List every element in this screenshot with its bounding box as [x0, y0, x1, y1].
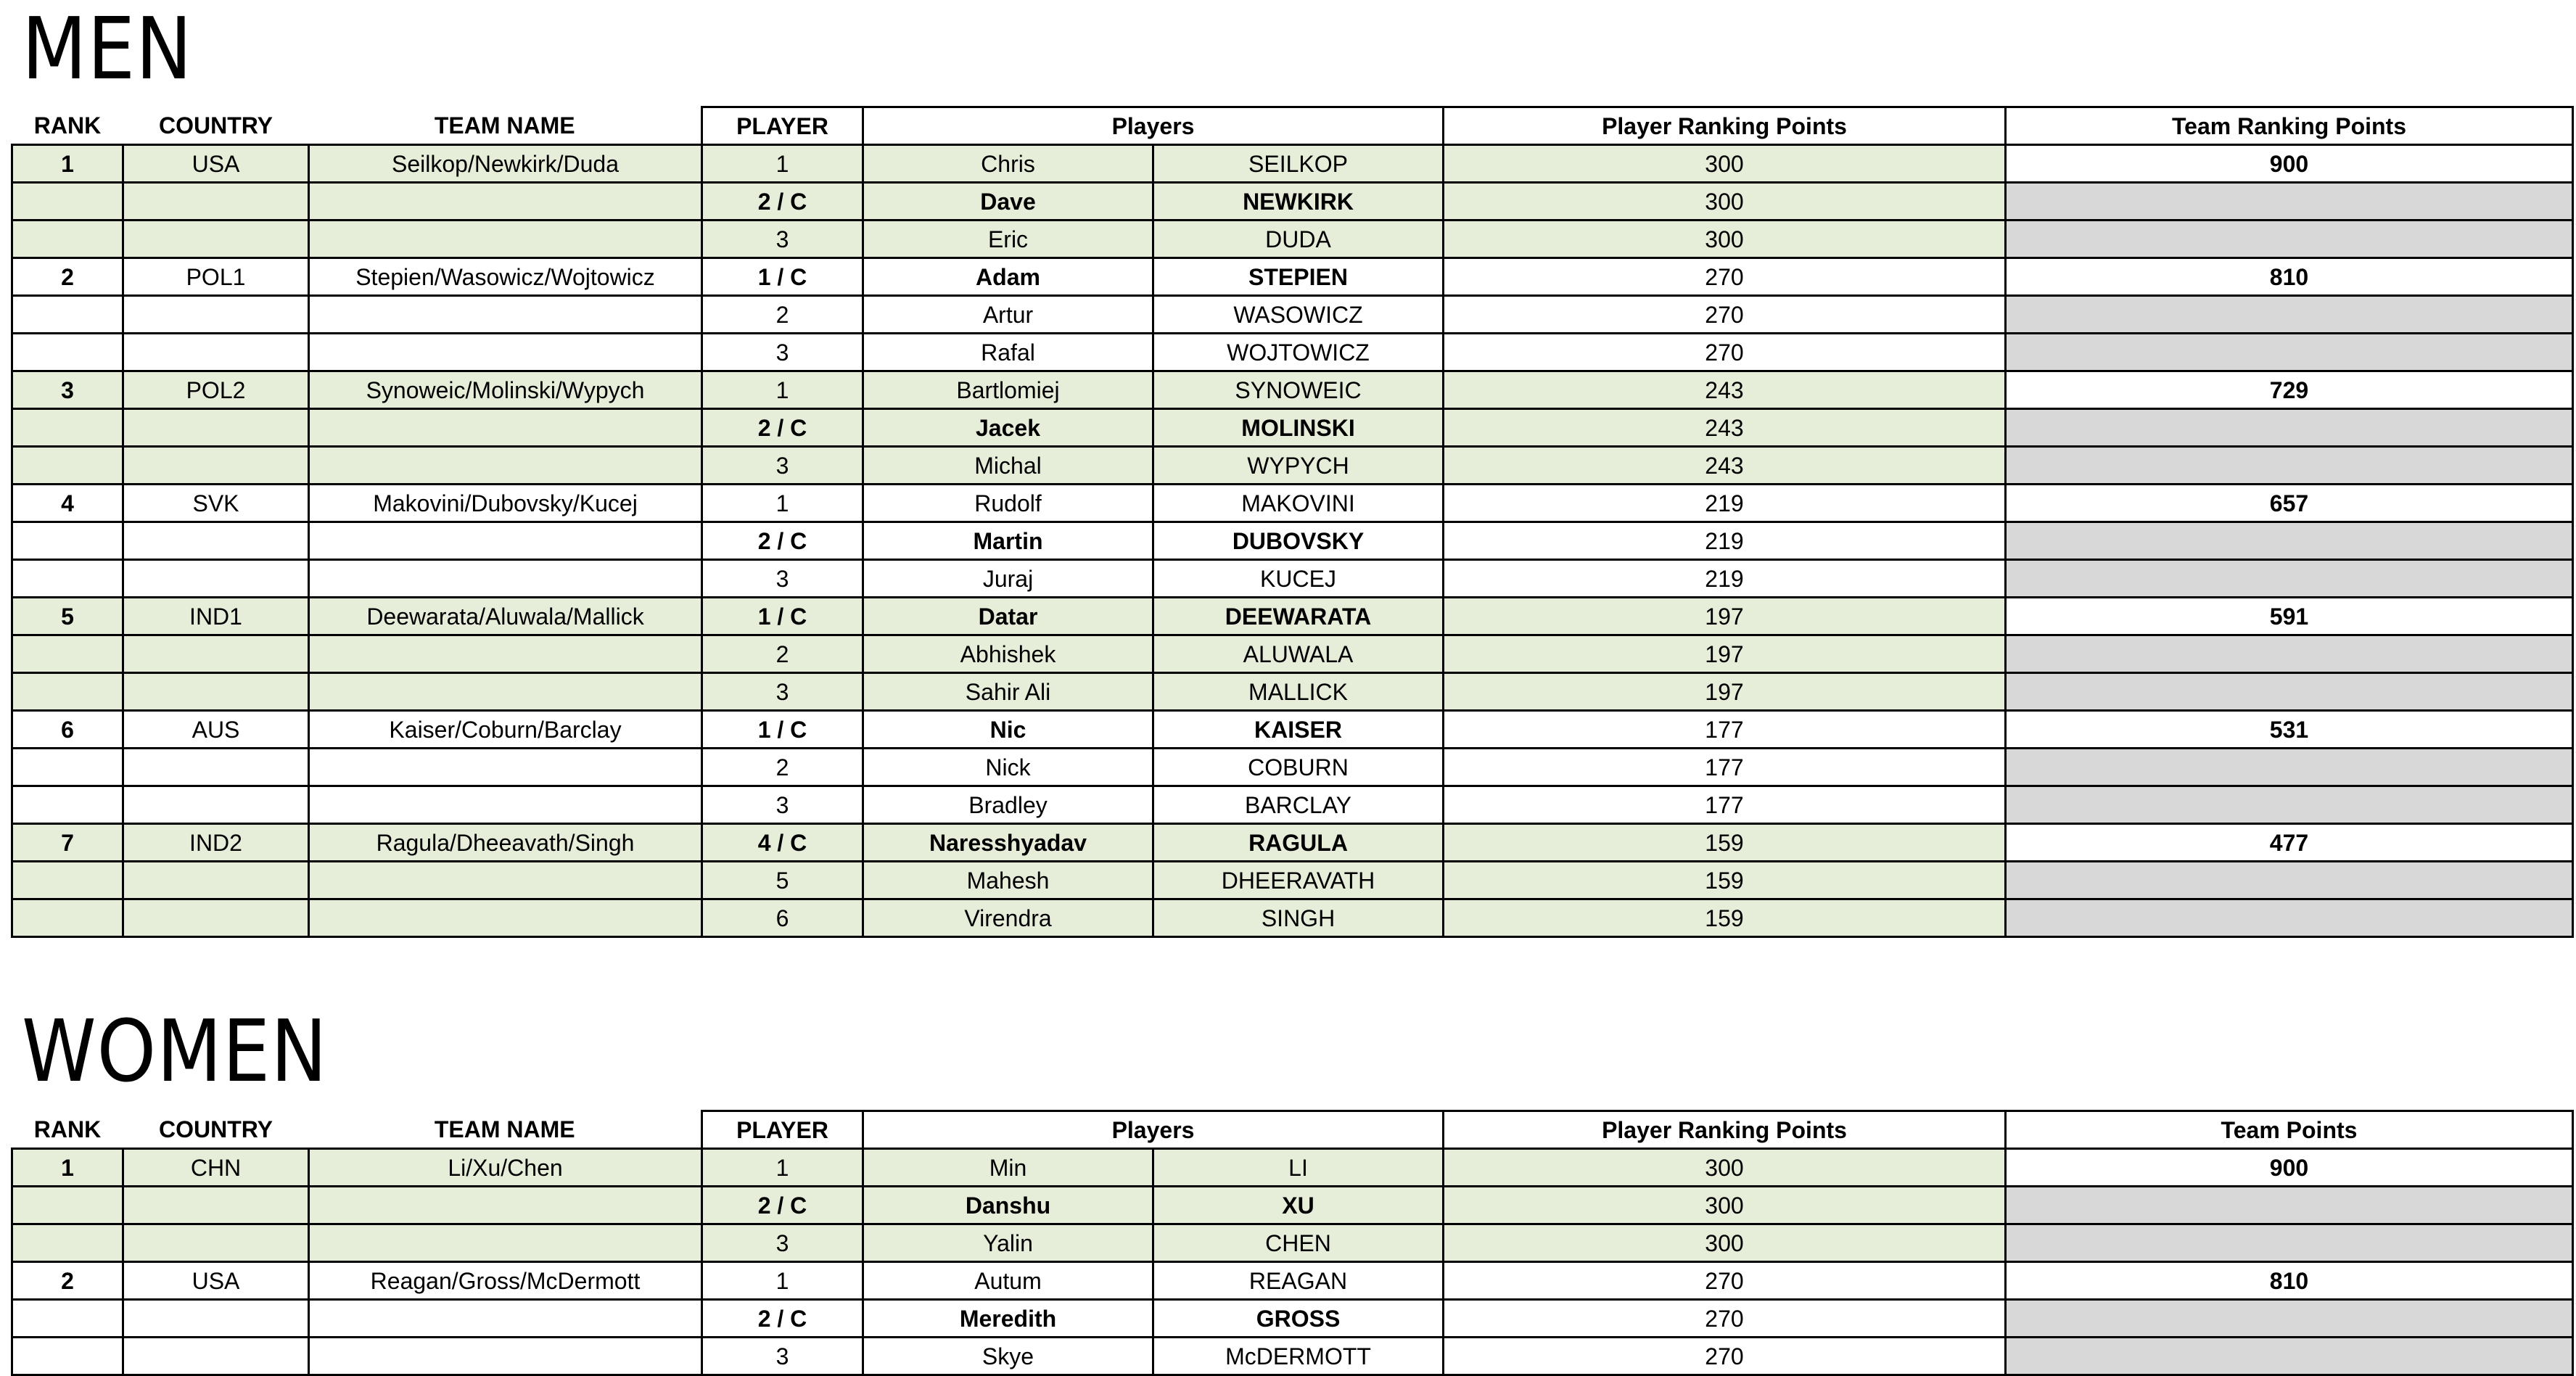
first-name-cell: Autum [863, 1262, 1153, 1300]
team-name-cell: Ragula/Dheeavath/Singh [309, 824, 702, 862]
last-name-cell: RAGULA [1153, 824, 1444, 862]
player-points-cell: 243 [1444, 409, 2006, 447]
table-row [12, 560, 2573, 598]
team-name-cell [309, 522, 702, 560]
rank-cell: 4 [12, 485, 123, 522]
table-row [12, 522, 2573, 560]
player-points-cell: 300 [1444, 145, 2006, 183]
team-points-cell [2006, 862, 2573, 899]
player-number-cell: 3 [702, 221, 863, 258]
rank-cell: 1 [12, 145, 123, 183]
rank-cell: 1 [12, 1149, 123, 1187]
table-row [12, 1338, 2573, 1375]
team-name-cell: Deewarata/Aluwala/Mallick [309, 598, 702, 635]
player-number-cell: 3 [702, 1224, 863, 1262]
last-name-cell: MALLICK [1153, 673, 1444, 711]
last-name-cell: WYPYCH [1153, 447, 1444, 485]
player-header: PLAYER [702, 1111, 863, 1149]
table-row [12, 1187, 2573, 1224]
player-number-cell: 2 [702, 296, 863, 334]
last-name-cell: BARCLAY [1153, 786, 1444, 824]
country-cell [123, 673, 309, 711]
first-name-cell: Mahesh [863, 862, 1153, 899]
team-name-cell: Kaiser/Coburn/Barclay [309, 711, 702, 749]
team-name-cell [309, 1338, 702, 1375]
player-points-cell: 177 [1444, 786, 2006, 824]
rank-cell: 2 [12, 258, 123, 296]
team-points-cell [2006, 560, 2573, 598]
team-name-cell: Seilkop/Newkirk/Duda [309, 145, 702, 183]
table-row [12, 371, 2573, 409]
team-name-cell [309, 862, 702, 899]
country-cell: AUS [123, 711, 309, 749]
men-header-row [12, 107, 2573, 145]
rank-cell [12, 1224, 123, 1262]
team-name-cell [309, 221, 702, 258]
player-number-cell: 3 [702, 560, 863, 598]
rank-cell [12, 862, 123, 899]
player-number-cell: 1 [702, 485, 863, 522]
player-points-cell: 300 [1444, 221, 2006, 258]
rank-cell [12, 899, 123, 937]
player-points-cell: 270 [1444, 258, 2006, 296]
table-row [12, 1224, 2573, 1262]
player-points-cell: 300 [1444, 1224, 2006, 1262]
last-name-cell: McDERMOTT [1153, 1338, 1444, 1375]
country-cell: USA [123, 145, 309, 183]
first-name-cell: Datar [863, 598, 1153, 635]
country-cell [123, 862, 309, 899]
last-name-cell: REAGAN [1153, 1262, 1444, 1300]
team-name-cell [309, 899, 702, 937]
country-cell [123, 1300, 309, 1338]
team-points-cell: 531 [2006, 711, 2573, 749]
table-row [12, 862, 2573, 899]
team-name-cell [309, 786, 702, 824]
country-cell [123, 334, 309, 371]
team-name-cell [309, 635, 702, 673]
country-cell [123, 221, 309, 258]
last-name-cell: XU [1153, 1187, 1444, 1224]
player-points-cell: 197 [1444, 635, 2006, 673]
last-name-cell: KAISER [1153, 711, 1444, 749]
country-cell [123, 1224, 309, 1262]
first-name-cell: Bradley [863, 786, 1153, 824]
player-points-cell: 159 [1444, 862, 2006, 899]
last-name-cell: DEEWARATA [1153, 598, 1444, 635]
country-cell [123, 749, 309, 786]
rank-cell [12, 1338, 123, 1375]
team-points-cell [2006, 635, 2573, 673]
team-name-cell [309, 673, 702, 711]
first-name-cell: Artur [863, 296, 1153, 334]
player-number-cell: 2 / C [702, 409, 863, 447]
last-name-cell: SEILKOP [1153, 145, 1444, 183]
team-name-cell [309, 447, 702, 485]
table-row [12, 409, 2573, 447]
table-row [12, 749, 2573, 786]
player-points-cell: 300 [1444, 1187, 2006, 1224]
first-name-cell: Meredith [863, 1300, 1153, 1338]
team-name-header: TEAM NAME [309, 1111, 702, 1149]
player-points-cell: 243 [1444, 371, 2006, 409]
first-name-cell: Chris [863, 145, 1153, 183]
table-row [12, 899, 2573, 937]
country-cell [123, 522, 309, 560]
players-header: Players [863, 107, 1444, 145]
team-points-cell: 900 [2006, 145, 2573, 183]
team-points-cell [2006, 899, 2573, 937]
team-points-cell [2006, 1300, 2573, 1338]
country-cell: USA [123, 1262, 309, 1300]
team-points-header: Team Points [2006, 1111, 2573, 1149]
first-name-cell: Eric [863, 221, 1153, 258]
rank-cell [12, 183, 123, 221]
table-row [12, 183, 2573, 221]
table-row [12, 296, 2573, 334]
rank-cell [12, 635, 123, 673]
rank-cell [12, 1300, 123, 1338]
last-name-cell: GROSS [1153, 1300, 1444, 1338]
last-name-cell: DHEERAVATH [1153, 862, 1444, 899]
player-points-cell: 270 [1444, 1300, 2006, 1338]
table-row [12, 635, 2573, 673]
men-ranking-table [11, 106, 2574, 938]
first-name-cell: Nic [863, 711, 1153, 749]
first-name-cell: Jacek [863, 409, 1153, 447]
country-cell: IND1 [123, 598, 309, 635]
team-points-cell: 591 [2006, 598, 2573, 635]
rank-cell [12, 522, 123, 560]
table-row [12, 786, 2573, 824]
rank-cell [12, 749, 123, 786]
player-points-cell: 300 [1444, 1149, 2006, 1187]
men-section-title: MEN [22, 0, 193, 99]
team-points-cell [2006, 409, 2573, 447]
team-points-cell [2006, 221, 2573, 258]
country-header: COUNTRY [123, 1111, 309, 1149]
player-points-cell: 177 [1444, 711, 2006, 749]
player-points-cell: 219 [1444, 485, 2006, 522]
player-points-cell: 243 [1444, 447, 2006, 485]
rank-cell: 7 [12, 824, 123, 862]
table-row [12, 1149, 2573, 1187]
women-section-title: WOMEN [22, 1001, 328, 1101]
player-number-cell: 2 / C [702, 1300, 863, 1338]
player-points-cell: 270 [1444, 296, 2006, 334]
player-number-cell: 2 / C [702, 183, 863, 221]
team-name-header: TEAM NAME [309, 107, 702, 145]
player-points-cell: 270 [1444, 1262, 2006, 1300]
first-name-cell: Yalin [863, 1224, 1153, 1262]
country-cell: IND2 [123, 824, 309, 862]
rank-header: RANK [12, 1111, 123, 1149]
team-points-cell: 729 [2006, 371, 2573, 409]
player-number-cell: 1 [702, 371, 863, 409]
country-cell: POL2 [123, 371, 309, 409]
table-row [12, 334, 2573, 371]
rank-header: RANK [12, 107, 123, 145]
first-name-cell: Naresshyadav [863, 824, 1153, 862]
player-number-cell: 3 [702, 1338, 863, 1375]
team-name-cell [309, 749, 702, 786]
player-number-cell: 4 / C [702, 824, 863, 862]
rank-cell [12, 560, 123, 598]
team-points-cell [2006, 749, 2573, 786]
team-name-cell [309, 183, 702, 221]
country-cell [123, 786, 309, 824]
first-name-cell: Rafal [863, 334, 1153, 371]
player-number-cell: 1 [702, 145, 863, 183]
team-points-cell [2006, 296, 2573, 334]
country-cell [123, 296, 309, 334]
player-number-cell: 2 [702, 635, 863, 673]
country-cell: CHN [123, 1149, 309, 1187]
team-points-cell [2006, 1187, 2573, 1224]
team-points-cell: 810 [2006, 258, 2573, 296]
first-name-cell: Martin [863, 522, 1153, 560]
player-points-cell: 270 [1444, 1338, 2006, 1375]
first-name-cell: Dave [863, 183, 1153, 221]
rank-cell [12, 673, 123, 711]
team-name-cell: Reagan/Gross/McDermott [309, 1262, 702, 1300]
first-name-cell: Min [863, 1149, 1153, 1187]
table-row [12, 447, 2573, 485]
rank-cell [12, 334, 123, 371]
team-name-cell [309, 296, 702, 334]
team-points-cell [2006, 786, 2573, 824]
last-name-cell: MAKOVINI [1153, 485, 1444, 522]
last-name-cell: STEPIEN [1153, 258, 1444, 296]
last-name-cell: NEWKIRK [1153, 183, 1444, 221]
rank-cell: 2 [12, 1262, 123, 1300]
team-points-cell [2006, 447, 2573, 485]
player-points-cell: 159 [1444, 899, 2006, 937]
player-header: PLAYER [702, 107, 863, 145]
players-header: Players [863, 1111, 1444, 1149]
team-points-cell [2006, 673, 2573, 711]
last-name-cell: WOJTOWICZ [1153, 334, 1444, 371]
team-points-cell: 477 [2006, 824, 2573, 862]
team-points-cell [2006, 183, 2573, 221]
team-name-cell [309, 409, 702, 447]
player-points-header: Player Ranking Points [1444, 1111, 2006, 1149]
team-name-cell [309, 1187, 702, 1224]
player-number-cell: 3 [702, 334, 863, 371]
last-name-cell: WASOWICZ [1153, 296, 1444, 334]
country-cell [123, 1338, 309, 1375]
player-number-cell: 1 / C [702, 258, 863, 296]
last-name-cell: COBURN [1153, 749, 1444, 786]
table-row [12, 824, 2573, 862]
country-cell: SVK [123, 485, 309, 522]
player-number-cell: 1 [702, 1149, 863, 1187]
men-table-body [12, 145, 2573, 937]
team-name-cell [309, 1224, 702, 1262]
table-row [12, 258, 2573, 296]
country-cell [123, 409, 309, 447]
first-name-cell: Adam [863, 258, 1153, 296]
women-table-body [12, 1149, 2573, 1375]
table-row [12, 221, 2573, 258]
player-number-cell: 2 / C [702, 522, 863, 560]
first-name-cell: Bartlomiej [863, 371, 1153, 409]
player-number-cell: 6 [702, 899, 863, 937]
table-row [12, 485, 2573, 522]
player-number-cell: 2 [702, 749, 863, 786]
rank-cell [12, 447, 123, 485]
table-row [12, 145, 2573, 183]
player-number-cell: 3 [702, 673, 863, 711]
team-points-cell: 810 [2006, 1262, 2573, 1300]
player-points-cell: 197 [1444, 598, 2006, 635]
rank-cell [12, 221, 123, 258]
first-name-cell: Virendra [863, 899, 1153, 937]
country-header: COUNTRY [123, 107, 309, 145]
country-cell [123, 1187, 309, 1224]
last-name-cell: DUBOVSKY [1153, 522, 1444, 560]
rank-cell: 5 [12, 598, 123, 635]
first-name-cell: Juraj [863, 560, 1153, 598]
country-cell: POL1 [123, 258, 309, 296]
player-points-cell: 177 [1444, 749, 2006, 786]
country-cell [123, 183, 309, 221]
player-number-cell: 1 [702, 1262, 863, 1300]
first-name-cell: Nick [863, 749, 1153, 786]
last-name-cell: KUCEJ [1153, 560, 1444, 598]
player-number-cell: 5 [702, 862, 863, 899]
women-header-row [12, 1111, 2573, 1149]
last-name-cell: MOLINSKI [1153, 409, 1444, 447]
team-name-cell [309, 560, 702, 598]
country-cell [123, 447, 309, 485]
table-row [12, 673, 2573, 711]
player-number-cell: 3 [702, 786, 863, 824]
team-name-cell [309, 334, 702, 371]
first-name-cell: Skye [863, 1338, 1153, 1375]
player-points-header: Player Ranking Points [1444, 107, 2006, 145]
player-points-cell: 159 [1444, 824, 2006, 862]
table-row [12, 1262, 2573, 1300]
rank-cell [12, 409, 123, 447]
player-number-cell: 2 / C [702, 1187, 863, 1224]
player-points-cell: 219 [1444, 560, 2006, 598]
women-ranking-table [11, 1110, 2574, 1376]
rank-cell: 6 [12, 711, 123, 749]
country-cell [123, 560, 309, 598]
table-row [12, 711, 2573, 749]
rank-cell: 3 [12, 371, 123, 409]
player-points-cell: 197 [1444, 673, 2006, 711]
team-points-cell: 657 [2006, 485, 2573, 522]
player-points-cell: 300 [1444, 183, 2006, 221]
last-name-cell: SINGH [1153, 899, 1444, 937]
first-name-cell: Michal [863, 447, 1153, 485]
first-name-cell: Rudolf [863, 485, 1153, 522]
last-name-cell: DUDA [1153, 221, 1444, 258]
player-points-cell: 219 [1444, 522, 2006, 560]
rank-cell [12, 296, 123, 334]
first-name-cell: Abhishek [863, 635, 1153, 673]
rank-cell [12, 1187, 123, 1224]
player-number-cell: 3 [702, 447, 863, 485]
team-points-header: Team Ranking Points [2006, 107, 2573, 145]
team-points-cell [2006, 1338, 2573, 1375]
team-points-cell [2006, 522, 2573, 560]
last-name-cell: ALUWALA [1153, 635, 1444, 673]
first-name-cell: Danshu [863, 1187, 1153, 1224]
country-cell [123, 899, 309, 937]
team-name-cell: Synoweic/Molinski/Wypych [309, 371, 702, 409]
table-row [12, 598, 2573, 635]
team-name-cell [309, 1300, 702, 1338]
team-points-cell: 900 [2006, 1149, 2573, 1187]
team-name-cell: Stepien/Wasowicz/Wojtowicz [309, 258, 702, 296]
last-name-cell: CHEN [1153, 1224, 1444, 1262]
last-name-cell: LI [1153, 1149, 1444, 1187]
last-name-cell: SYNOWEIC [1153, 371, 1444, 409]
country-cell [123, 635, 309, 673]
player-number-cell: 1 / C [702, 598, 863, 635]
table-row [12, 1300, 2573, 1338]
team-points-cell [2006, 334, 2573, 371]
player-number-cell: 1 / C [702, 711, 863, 749]
team-points-cell [2006, 1224, 2573, 1262]
rank-cell [12, 786, 123, 824]
team-name-cell: Makovini/Dubovsky/Kucej [309, 485, 702, 522]
team-name-cell: Li/Xu/Chen [309, 1149, 702, 1187]
first-name-cell: Sahir Ali [863, 673, 1153, 711]
player-points-cell: 270 [1444, 334, 2006, 371]
